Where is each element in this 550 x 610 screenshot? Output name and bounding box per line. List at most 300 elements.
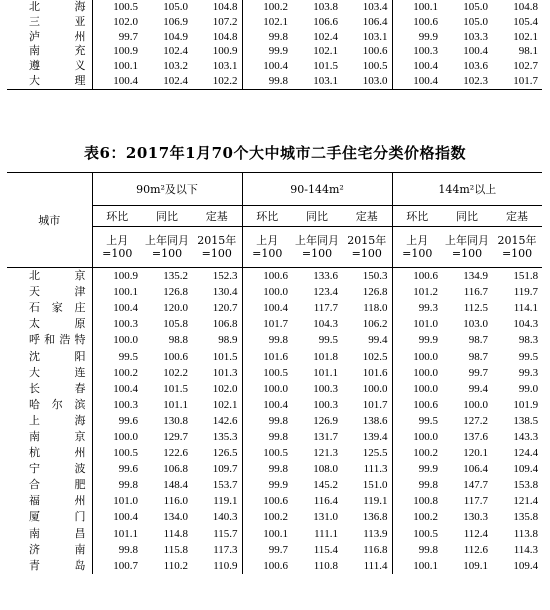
index-value: 111.3 xyxy=(363,463,388,476)
index-value: 148.4 xyxy=(163,479,188,492)
index-value: 126.5 xyxy=(212,447,238,460)
index-value: 113.9 xyxy=(363,527,388,540)
city-name: 泸州 xyxy=(29,29,86,43)
index-value: 98.1 xyxy=(518,45,538,58)
index-value: 131.0 xyxy=(313,511,339,524)
index-value: 124.4 xyxy=(513,447,539,460)
index-value: 147.7 xyxy=(463,479,489,492)
table-row xyxy=(7,558,542,574)
index-value: 138.6 xyxy=(362,414,388,427)
index-value: 110.8 xyxy=(313,559,339,572)
group-header-large: 144m²以上 xyxy=(392,173,542,206)
index-value: 118.0 xyxy=(363,302,388,315)
index-value: 100.1 xyxy=(92,59,142,74)
index-value: 99.8 xyxy=(392,477,442,493)
table-row xyxy=(7,381,542,397)
index-value: 109.1 xyxy=(463,559,489,572)
index-value: 101.8 xyxy=(313,350,339,363)
index-value: 104.8 xyxy=(513,1,538,13)
index-value: 101.3 xyxy=(212,366,238,379)
table-row xyxy=(7,397,542,413)
index-value: 100.2 xyxy=(242,0,292,15)
index-value: 103.1 xyxy=(212,60,238,73)
index-value: 112.5 xyxy=(463,302,489,315)
index-value: 153.8 xyxy=(513,479,539,492)
index-value: 130.4 xyxy=(212,286,238,299)
table-row xyxy=(7,413,542,429)
index-value: 102.4 xyxy=(163,45,188,58)
index-value: 102.5 xyxy=(362,350,388,363)
city-name: 北海 xyxy=(29,0,86,13)
index-value: 100.4 xyxy=(242,59,292,74)
index-value: 99.7 xyxy=(92,30,142,45)
index-value: 102.1 xyxy=(313,45,338,58)
index-value: 103.6 xyxy=(463,60,488,73)
city-name: 大连 xyxy=(29,365,86,379)
subheader-yoy: 同比 xyxy=(442,206,492,227)
index-value: 115.7 xyxy=(213,527,238,540)
previous-table-fragment xyxy=(7,0,542,90)
city-name: 合肥 xyxy=(29,478,86,492)
index-value: 121.3 xyxy=(313,447,339,460)
index-value: 119.1 xyxy=(213,495,238,508)
index-value: 100.4 xyxy=(392,59,442,74)
index-value: 104.8 xyxy=(212,1,238,13)
index-value: 100.4 xyxy=(92,509,142,525)
table-row xyxy=(7,268,542,285)
base-period-label: 上月 =100 xyxy=(242,227,292,268)
city-name: 三亚 xyxy=(29,14,86,28)
index-value: 100.0 xyxy=(242,381,292,397)
index-value: 100.6 xyxy=(242,493,292,509)
index-value: 129.7 xyxy=(163,430,188,443)
index-value: 122.6 xyxy=(163,447,188,460)
index-value: 105.8 xyxy=(163,318,188,331)
city-name: 哈尔滨 xyxy=(29,397,86,411)
index-value: 101.6 xyxy=(242,348,292,364)
index-value: 101.1 xyxy=(313,366,339,379)
index-value: 99.3 xyxy=(392,300,442,316)
index-value: 111.1 xyxy=(314,527,339,540)
index-value: 143.3 xyxy=(513,430,539,443)
index-value: 102.0 xyxy=(212,382,238,395)
index-value: 100.2 xyxy=(392,509,442,525)
index-value: 102.7 xyxy=(513,60,538,73)
index-value: 100.6 xyxy=(163,350,188,363)
group-header-medium: 90-144m² xyxy=(242,173,392,206)
index-value: 100.6 xyxy=(242,268,292,285)
index-value: 100.6 xyxy=(392,268,442,285)
index-value: 99.3 xyxy=(518,366,539,379)
index-value: 99.5 xyxy=(518,350,539,363)
index-value: 103.8 xyxy=(313,1,338,13)
index-value: 108.0 xyxy=(313,463,339,476)
index-value: 101.1 xyxy=(163,398,188,411)
table-row xyxy=(7,300,542,316)
price-index-table xyxy=(7,172,542,574)
city-name: 南京 xyxy=(29,429,86,443)
table-row xyxy=(7,429,542,445)
index-value: 100.7 xyxy=(92,558,142,574)
index-value: 100.5 xyxy=(362,60,388,73)
index-value: 103.4 xyxy=(362,1,388,13)
index-value: 126.8 xyxy=(362,286,388,299)
index-value: 107.2 xyxy=(212,15,238,28)
index-value: 102.2 xyxy=(192,74,242,89)
index-value: 100.6 xyxy=(242,558,292,574)
table-row xyxy=(7,59,542,74)
index-value: 119.1 xyxy=(363,495,388,508)
index-value: 100.6 xyxy=(392,15,442,30)
index-value: 100.0 xyxy=(392,348,442,364)
index-value: 101.9 xyxy=(513,398,539,411)
index-value: 105.0 xyxy=(463,15,488,28)
index-value: 130.8 xyxy=(163,414,188,427)
index-value: 106.6 xyxy=(313,15,338,28)
city-name: 太原 xyxy=(29,317,86,331)
index-value: 100.5 xyxy=(242,445,292,461)
table-row xyxy=(7,15,542,30)
table-row xyxy=(7,542,542,558)
index-value: 101.7 xyxy=(492,74,542,89)
index-value: 100.2 xyxy=(92,365,142,381)
index-value: 102.2 xyxy=(163,366,188,379)
index-value: 102.3 xyxy=(442,74,492,89)
subheader-yoy: 同比 xyxy=(292,206,342,227)
index-value: 103.0 xyxy=(463,318,489,331)
index-value: 120.1 xyxy=(463,447,489,460)
city-name: 天津 xyxy=(29,285,86,299)
index-value: 100.0 xyxy=(362,382,388,395)
index-value: 99.4 xyxy=(368,334,388,347)
base-period-label: 2015年 =100 xyxy=(192,227,242,268)
index-value: 100.1 xyxy=(242,526,292,542)
index-value: 137.6 xyxy=(463,430,489,443)
index-value: 151.0 xyxy=(362,479,388,492)
index-value: 99.8 xyxy=(392,542,442,558)
index-value: 100.5 xyxy=(242,365,292,381)
index-value: 134.0 xyxy=(163,511,188,524)
index-value: 109.7 xyxy=(212,463,238,476)
index-value: 104.8 xyxy=(212,30,238,43)
index-value: 98.8 xyxy=(168,334,188,347)
index-value: 99.6 xyxy=(92,413,142,429)
index-value: 106.8 xyxy=(212,318,238,331)
index-value: 101.7 xyxy=(242,316,292,332)
city-name: 宁波 xyxy=(29,462,86,476)
index-value: 121.4 xyxy=(513,495,539,508)
index-value: 117.3 xyxy=(213,543,238,556)
index-value: 100.0 xyxy=(92,332,142,348)
index-value: 100.4 xyxy=(92,381,142,397)
index-value: 100.0 xyxy=(392,381,442,397)
index-value: 100.0 xyxy=(463,398,489,411)
index-value: 100.0 xyxy=(392,365,442,381)
base-period-label: 上年同月 =100 xyxy=(442,227,492,268)
table-row xyxy=(7,365,542,381)
index-value: 136.8 xyxy=(362,511,388,524)
index-value: 117.7 xyxy=(313,302,339,315)
index-value: 100.9 xyxy=(92,268,142,285)
index-value: 100.4 xyxy=(392,74,442,89)
index-value: 150.3 xyxy=(362,270,388,283)
index-value: 100.1 xyxy=(392,0,442,15)
index-value: 100.3 xyxy=(92,397,142,413)
subheader-mom: 环比 xyxy=(392,206,442,227)
index-value: 102.4 xyxy=(313,30,338,43)
index-value: 101.7 xyxy=(362,398,388,411)
index-value: 101.0 xyxy=(392,316,442,332)
index-value: 109.4 xyxy=(513,463,539,476)
index-value: 99.8 xyxy=(242,429,292,445)
index-value: 151.8 xyxy=(513,270,539,283)
index-value: 99.8 xyxy=(242,332,292,348)
city-name: 南充 xyxy=(29,44,86,58)
index-value: 127.2 xyxy=(463,414,489,427)
index-value: 99.8 xyxy=(92,477,142,493)
index-value: 99.9 xyxy=(242,44,292,59)
index-value: 99.4 xyxy=(468,382,489,395)
index-value: 100.0 xyxy=(392,429,442,445)
index-value: 103.2 xyxy=(163,60,188,73)
table-row xyxy=(7,477,542,493)
index-value: 101.6 xyxy=(362,366,388,379)
index-value: 153.7 xyxy=(212,479,238,492)
index-value: 103.1 xyxy=(362,30,388,43)
index-value: 116.8 xyxy=(363,543,388,556)
index-value: 140.3 xyxy=(212,511,238,524)
index-value: 113.8 xyxy=(513,527,539,540)
index-value: 100.6 xyxy=(392,397,442,413)
index-value: 103.0 xyxy=(342,74,392,89)
index-value: 100.4 xyxy=(242,397,292,413)
index-value: 102.1 xyxy=(212,398,238,411)
index-value: 114.3 xyxy=(513,543,539,556)
index-value: 106.2 xyxy=(362,318,388,331)
index-value: 110.9 xyxy=(213,559,238,572)
index-value: 98.9 xyxy=(218,334,238,347)
group-header-small: 90m²及以下 xyxy=(92,173,242,206)
index-value: 102.4 xyxy=(142,74,192,89)
base-period-label: 2015年 =100 xyxy=(342,227,392,268)
index-value: 105.0 xyxy=(463,1,488,13)
index-value: 131.7 xyxy=(313,430,339,443)
table-title: 表6：2017年1月70个大中城市二手住宅分类价格指数 xyxy=(84,144,466,162)
index-value: 120.7 xyxy=(212,302,238,315)
index-value: 112.6 xyxy=(463,543,489,556)
index-value: 100.0 xyxy=(242,284,292,300)
subheader-fixed: 定基 xyxy=(192,206,242,227)
index-value: 139.4 xyxy=(362,430,388,443)
index-value: 101.5 xyxy=(313,60,338,73)
city-name: 大理 xyxy=(7,74,92,89)
index-value: 100.6 xyxy=(362,45,388,58)
index-value: 100.8 xyxy=(392,493,442,509)
index-value: 99.9 xyxy=(392,30,442,45)
index-value: 138.5 xyxy=(513,414,539,427)
index-value: 117.7 xyxy=(463,495,489,508)
index-value: 112.4 xyxy=(463,527,489,540)
index-value: 98.3 xyxy=(518,334,539,347)
index-value: 100.3 xyxy=(313,382,339,395)
city-name: 上海 xyxy=(29,413,86,427)
subheader-fixed: 定基 xyxy=(342,206,392,227)
index-value: 110.2 xyxy=(163,559,188,572)
index-value: 145.2 xyxy=(313,479,339,492)
city-name: 济南 xyxy=(29,542,86,556)
index-value: 100.9 xyxy=(212,45,238,58)
index-value: 103.3 xyxy=(463,30,488,43)
index-value: 100.4 xyxy=(242,300,292,316)
index-value: 104.3 xyxy=(313,318,339,331)
index-value: 99.7 xyxy=(468,366,489,379)
city-column-header: 城市 xyxy=(7,173,92,268)
index-value: 100.0 xyxy=(92,429,142,445)
index-value: 116.0 xyxy=(163,495,188,508)
index-value: 106.4 xyxy=(463,463,489,476)
index-value: 106.9 xyxy=(163,15,188,28)
table-row xyxy=(7,316,542,332)
city-name: 遵义 xyxy=(29,59,86,73)
table-row xyxy=(7,30,542,45)
index-value: 100.2 xyxy=(242,509,292,525)
index-value: 125.5 xyxy=(362,447,388,460)
index-value: 99.8 xyxy=(242,74,292,89)
index-value: 135.3 xyxy=(212,430,238,443)
index-value: 99.6 xyxy=(92,461,142,477)
index-value: 104.3 xyxy=(513,318,539,331)
base-period-label: 2015年 =100 xyxy=(492,227,542,268)
index-value: 100.3 xyxy=(92,316,142,332)
base-period-label: 上月 =100 xyxy=(92,227,142,268)
index-value: 114.8 xyxy=(163,527,188,540)
subheader-yoy: 同比 xyxy=(142,206,192,227)
index-value: 101.2 xyxy=(392,284,442,300)
index-value: 100.9 xyxy=(92,44,142,59)
index-value: 100.2 xyxy=(392,445,442,461)
index-value: 126.8 xyxy=(163,286,188,299)
index-value: 99.8 xyxy=(92,542,142,558)
city-name: 厦门 xyxy=(29,510,86,524)
index-value: 115.4 xyxy=(313,543,339,556)
table-row xyxy=(7,526,542,542)
index-value: 116.7 xyxy=(463,286,489,299)
city-name: 北京 xyxy=(29,269,86,283)
city-name: 沈阳 xyxy=(29,349,86,363)
index-value: 100.4 xyxy=(92,74,142,89)
index-value: 99.0 xyxy=(518,382,539,395)
index-value: 123.4 xyxy=(313,286,339,299)
index-value: 100.3 xyxy=(313,398,339,411)
index-value: 103.1 xyxy=(292,74,342,89)
index-value: 100.5 xyxy=(92,0,142,15)
index-value: 99.9 xyxy=(392,332,442,348)
city-name: 青岛 xyxy=(29,558,86,572)
index-value: 116.4 xyxy=(313,495,339,508)
index-value: 134.9 xyxy=(463,270,489,283)
index-value: 115.8 xyxy=(163,543,188,556)
table-row xyxy=(7,74,542,89)
index-value: 106.8 xyxy=(163,463,188,476)
table-row xyxy=(7,509,542,525)
index-value: 100.3 xyxy=(392,44,442,59)
index-value: 98.7 xyxy=(468,334,489,347)
index-value: 111.4 xyxy=(363,559,388,572)
base-period-label: 上月 =100 xyxy=(392,227,442,268)
index-value: 99.5 xyxy=(318,334,339,347)
table-row xyxy=(7,445,542,461)
index-value: 101.0 xyxy=(92,493,142,509)
subheader-mom: 环比 xyxy=(92,206,142,227)
index-value: 120.0 xyxy=(163,302,188,315)
index-value: 104.9 xyxy=(163,30,188,43)
city-name: 石家庄 xyxy=(29,301,86,315)
city-name: 福州 xyxy=(29,494,86,508)
index-value: 99.9 xyxy=(392,461,442,477)
city-name: 杭州 xyxy=(29,446,86,460)
index-value: 100.5 xyxy=(392,526,442,542)
index-value: 99.8 xyxy=(242,461,292,477)
table-row xyxy=(7,332,542,348)
index-value: 102.1 xyxy=(242,15,292,30)
index-value: 99.5 xyxy=(392,413,442,429)
index-value: 99.8 xyxy=(242,413,292,429)
index-value: 101.5 xyxy=(163,382,188,395)
index-value: 100.4 xyxy=(92,300,142,316)
index-value: 105.4 xyxy=(513,15,538,28)
table-row xyxy=(7,493,542,509)
index-value: 99.7 xyxy=(242,542,292,558)
index-value: 101.5 xyxy=(212,350,238,363)
index-value: 130.3 xyxy=(463,511,489,524)
index-value: 135.2 xyxy=(163,270,188,283)
subheader-fixed: 定基 xyxy=(492,206,542,227)
table-row xyxy=(7,348,542,364)
index-value: 102.1 xyxy=(513,30,538,43)
table-row xyxy=(7,461,542,477)
index-value: 100.5 xyxy=(92,445,142,461)
city-name: 南昌 xyxy=(29,526,86,540)
index-value: 106.4 xyxy=(362,15,388,28)
index-value: 133.6 xyxy=(313,270,339,283)
index-value: 152.3 xyxy=(212,270,238,283)
index-value: 114.1 xyxy=(513,302,539,315)
index-value: 102.0 xyxy=(92,15,142,30)
city-name: 呼和浩特 xyxy=(29,333,86,347)
base-period-label: 上年同月 =100 xyxy=(142,227,192,268)
index-value: 99.8 xyxy=(242,30,292,45)
index-value: 99.9 xyxy=(242,477,292,493)
index-value: 126.9 xyxy=(313,414,339,427)
index-value: 98.7 xyxy=(468,350,489,363)
index-value: 135.8 xyxy=(513,511,539,524)
table-row xyxy=(7,284,542,300)
index-value: 109.4 xyxy=(513,559,539,572)
index-value: 101.1 xyxy=(92,526,142,542)
index-value: 99.5 xyxy=(92,348,142,364)
index-value: 100.1 xyxy=(92,284,142,300)
index-value: 100.4 xyxy=(463,45,488,58)
base-period-label: 上年同月 =100 xyxy=(292,227,342,268)
index-value: 119.7 xyxy=(513,286,539,299)
index-value: 100.1 xyxy=(392,558,442,574)
subheader-mom: 环比 xyxy=(242,206,292,227)
index-value: 105.0 xyxy=(163,1,188,13)
table-row xyxy=(7,0,542,15)
table-row xyxy=(7,44,542,59)
city-name: 长春 xyxy=(29,381,86,395)
index-value: 142.6 xyxy=(212,414,238,427)
